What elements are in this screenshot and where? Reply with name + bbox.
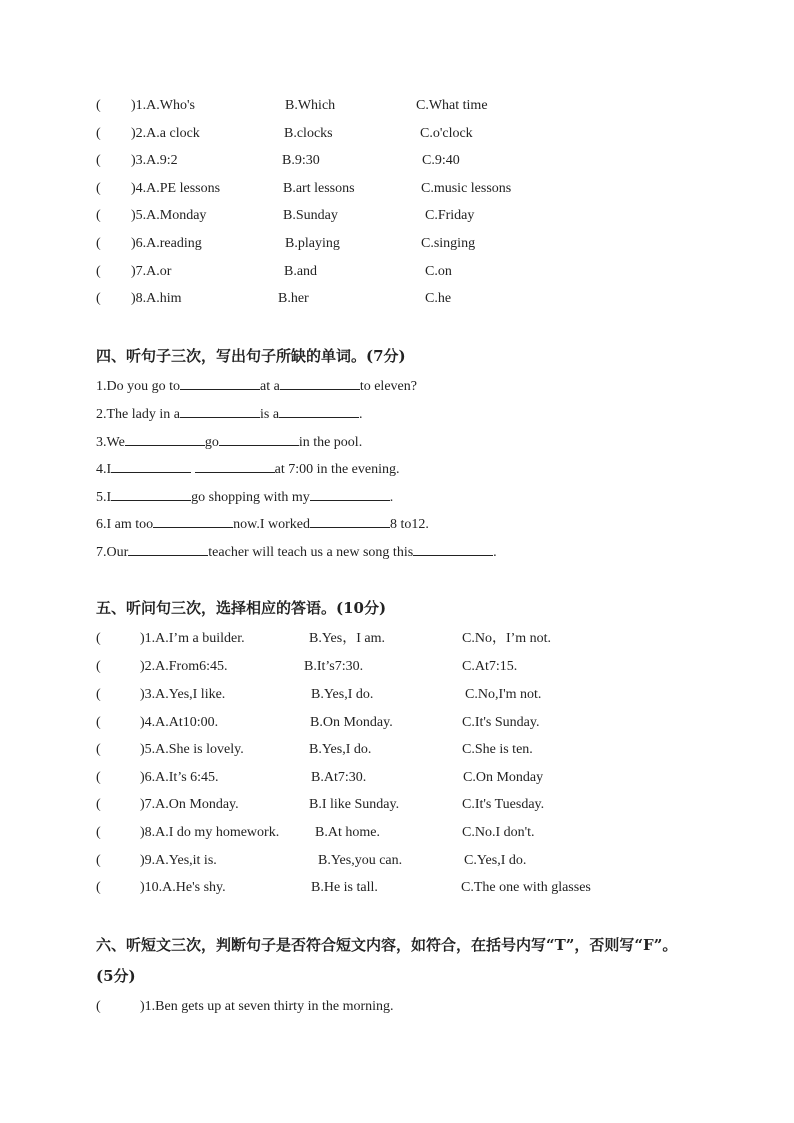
list-item bbox=[0, 851, 794, 871]
option-b: B.art lessons bbox=[283, 181, 355, 196]
section4-title: 四、听句子三次，写出句子所缺的单词。(7分) bbox=[96, 347, 406, 365]
list-item bbox=[0, 740, 794, 760]
option-b: B.9:30 bbox=[282, 153, 320, 168]
answer-paren[interactable]: ( bbox=[96, 98, 101, 113]
blank-field[interactable] bbox=[280, 375, 360, 390]
list-item bbox=[0, 151, 794, 171]
answer-paren[interactable]: ( bbox=[96, 291, 101, 306]
list-item bbox=[0, 629, 794, 649]
option-c: C.On Monday bbox=[463, 770, 544, 785]
option-b: B.He is tall. bbox=[311, 880, 378, 895]
option-c: C.music lessons bbox=[421, 181, 512, 196]
option-a: )7.A.or bbox=[131, 264, 172, 279]
blank-field[interactable] bbox=[310, 486, 390, 501]
answer-paren[interactable]: ( bbox=[96, 999, 101, 1014]
blank-field[interactable] bbox=[195, 458, 275, 473]
option-b: B.clocks bbox=[284, 126, 333, 141]
list-item bbox=[0, 206, 794, 226]
blank-field[interactable] bbox=[128, 541, 208, 556]
option-c: C.o'clock bbox=[420, 126, 473, 141]
answer-paren[interactable]: ( bbox=[96, 687, 101, 702]
section6-title: 六、听短文三次，判断句子是否符合短文内容，如符合，在括号内写“T”，否则写“F”。 bbox=[96, 936, 678, 954]
fill-sentence-4: 4.I at 7:00 in the evening. bbox=[96, 458, 399, 480]
option-a: )10.A.He's shy. bbox=[140, 880, 226, 895]
option-a: )1.A.I’m a builder. bbox=[140, 631, 245, 646]
option-b: B.Yes,I do. bbox=[309, 742, 372, 757]
option-c: C.No，I’m not. bbox=[462, 631, 552, 646]
option-b: B.playing bbox=[285, 236, 340, 251]
option-c: C.9:40 bbox=[422, 153, 460, 168]
option-b: B.It’s7:30. bbox=[304, 659, 364, 674]
section5-title: 五、听问句三次，选择相应的答语。(10分) bbox=[96, 599, 387, 617]
option-c: C.singing bbox=[421, 236, 476, 251]
option-b: B.Yes,I do. bbox=[311, 687, 374, 702]
option-a: )4.A.At10:00. bbox=[140, 715, 219, 730]
answer-paren[interactable]: ( bbox=[96, 770, 101, 785]
list-item bbox=[0, 795, 794, 815]
answer-paren[interactable]: ( bbox=[96, 126, 101, 141]
option-a: )3.A.Yes,I like. bbox=[140, 687, 226, 702]
option-a: )8.A.I do my homework. bbox=[140, 825, 280, 840]
option-c: C.No.I don't. bbox=[462, 825, 535, 840]
answer-paren[interactable]: ( bbox=[96, 853, 101, 868]
option-b: B.Sunday bbox=[283, 208, 338, 223]
list-item bbox=[0, 713, 794, 733]
list-item bbox=[0, 685, 794, 705]
option-b: B.Yes，I am. bbox=[309, 631, 385, 646]
blank-field[interactable] bbox=[310, 513, 390, 528]
blank-field[interactable] bbox=[413, 541, 493, 556]
option-a: )8.A.him bbox=[131, 291, 182, 306]
option-c: C.It's Tuesday. bbox=[462, 797, 545, 812]
list-item bbox=[0, 124, 794, 144]
list-item bbox=[0, 878, 794, 898]
fill-sentence-2: 2.The lady in a is a . bbox=[96, 403, 363, 425]
blank-field[interactable] bbox=[219, 431, 299, 446]
list-item bbox=[0, 289, 794, 309]
option-c: C.No,I'm not. bbox=[465, 687, 542, 702]
section6-points: (5分) bbox=[96, 967, 136, 985]
fill-sentence-5: 5.I go shopping with my . bbox=[96, 486, 393, 508]
option-b: B.I like Sunday. bbox=[309, 797, 400, 812]
fill-sentence-6: 6.I am too now.I worked 8 to12. bbox=[96, 513, 429, 535]
blank-field[interactable] bbox=[180, 375, 260, 390]
option-a: )9.A.Yes,it is. bbox=[140, 853, 217, 868]
fill-sentence-7: 7.Our teacher will teach us a new song this . bbox=[96, 541, 497, 563]
option-c: C.Yes,I do. bbox=[464, 853, 527, 868]
list-item bbox=[0, 823, 794, 843]
list-item bbox=[0, 768, 794, 788]
option-c: C.At7:15. bbox=[462, 659, 518, 674]
list-item bbox=[0, 179, 794, 199]
option-c: C.The one with glasses bbox=[461, 880, 591, 895]
option-a: )7.A.On Monday. bbox=[140, 797, 239, 812]
answer-paren[interactable]: ( bbox=[96, 659, 101, 674]
fill-sentence-3: 3.We go in the pool. bbox=[96, 431, 362, 453]
fill-sentence-1: 1.Do you go to at a to eleven? bbox=[96, 375, 417, 397]
option-a: )1.A.Who's bbox=[131, 98, 195, 113]
blank-field[interactable] bbox=[125, 431, 205, 446]
option-a: )6.A.reading bbox=[131, 236, 202, 251]
option-b: B.At home. bbox=[315, 825, 380, 840]
answer-paren[interactable]: ( bbox=[96, 742, 101, 757]
option-c: C.on bbox=[425, 264, 452, 279]
option-b: B.Yes,you can. bbox=[318, 853, 403, 868]
option-a: )5.A.Monday bbox=[131, 208, 207, 223]
option-a: )4.A.PE lessons bbox=[131, 181, 221, 196]
option-b: B.At7:30. bbox=[311, 770, 367, 785]
option-b: B.and bbox=[284, 264, 318, 279]
option-b: B.Which bbox=[285, 98, 336, 113]
option-a: )2.A.From6:45. bbox=[140, 659, 228, 674]
option-c: C.She is ten. bbox=[462, 742, 533, 757]
blank-field[interactable] bbox=[111, 486, 191, 501]
blank-field[interactable] bbox=[180, 403, 260, 418]
blank-field[interactable] bbox=[111, 458, 191, 473]
answer-paren[interactable]: ( bbox=[96, 236, 101, 251]
answer-paren[interactable]: ( bbox=[96, 181, 101, 196]
option-b: B.her bbox=[278, 291, 309, 306]
answer-paren[interactable]: ( bbox=[96, 715, 101, 730]
list-item bbox=[0, 234, 794, 254]
option-b: B.On Monday. bbox=[310, 715, 393, 730]
option-a: )3.A.9:2 bbox=[131, 153, 178, 168]
answer-paren[interactable]: ( bbox=[96, 264, 101, 279]
option-a: )6.A.It’s 6:45. bbox=[140, 770, 219, 785]
answer-paren[interactable]: ( bbox=[96, 153, 101, 168]
option-c: C.What time bbox=[416, 98, 488, 113]
option-c: C.he bbox=[425, 291, 452, 306]
list-item bbox=[0, 96, 794, 116]
option-c: C.Friday bbox=[425, 208, 475, 223]
list-item bbox=[0, 262, 794, 282]
option-a: )5.A.She is lovely. bbox=[140, 742, 244, 757]
blank-field[interactable] bbox=[279, 403, 359, 418]
list-item bbox=[0, 997, 794, 1017]
option-c: C.It's Sunday. bbox=[462, 715, 540, 730]
answer-paren[interactable]: ( bbox=[96, 631, 101, 646]
option-a: )2.A.a clock bbox=[131, 126, 200, 141]
statement: )1.Ben gets up at seven thirty in the morning. bbox=[140, 999, 394, 1014]
list-item bbox=[0, 657, 794, 677]
answer-paren[interactable]: ( bbox=[96, 797, 101, 812]
blank-field[interactable] bbox=[153, 513, 233, 528]
answer-paren[interactable]: ( bbox=[96, 208, 101, 223]
answer-paren[interactable]: ( bbox=[96, 825, 101, 840]
answer-paren[interactable]: ( bbox=[96, 880, 101, 895]
